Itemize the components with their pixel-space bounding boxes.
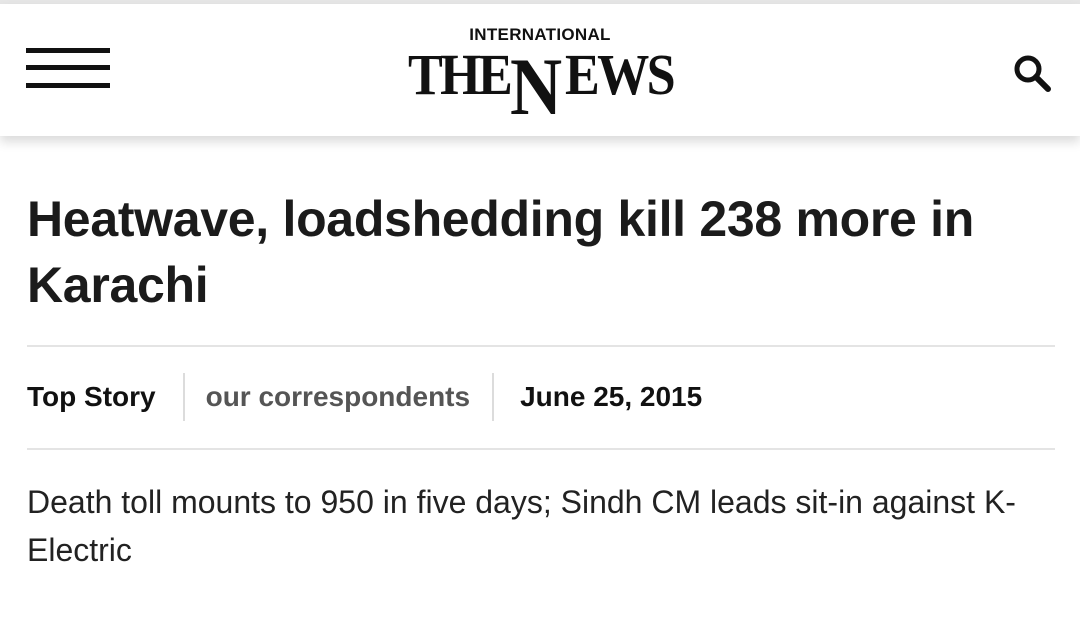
menu-bar [26, 65, 110, 70]
publish-date: June 25, 2015 [520, 381, 703, 412]
site-logo[interactable] [405, 22, 675, 132]
article-summary: Death toll mounts to 950 in five days; Sindh CM leads sit-in against K-Electric [27, 484, 1016, 568]
category-link[interactable]: Top Story [27, 381, 156, 412]
menu-bar [26, 48, 110, 53]
site-header [0, 4, 1080, 136]
logo-ews: EWS [565, 42, 673, 107]
logo-international-text: INTERNATIONAL [469, 25, 611, 44]
hamburger-menu-icon[interactable] [26, 44, 110, 94]
author-link[interactable]: our correspondents [205, 381, 471, 412]
divider [27, 345, 1055, 347]
article-headline: Heatwave, loadshedding kill 238 more in Karachi [27, 191, 974, 313]
menu-bar [26, 83, 110, 88]
logo-wordmark [405, 38, 675, 132]
logo-n: N [510, 41, 563, 132]
article-meta [27, 372, 1055, 422]
search-icon-graphic [1010, 52, 1056, 98]
search-icon[interactable] [1010, 52, 1056, 98]
logo-the: THE [408, 42, 511, 107]
divider [27, 448, 1055, 450]
